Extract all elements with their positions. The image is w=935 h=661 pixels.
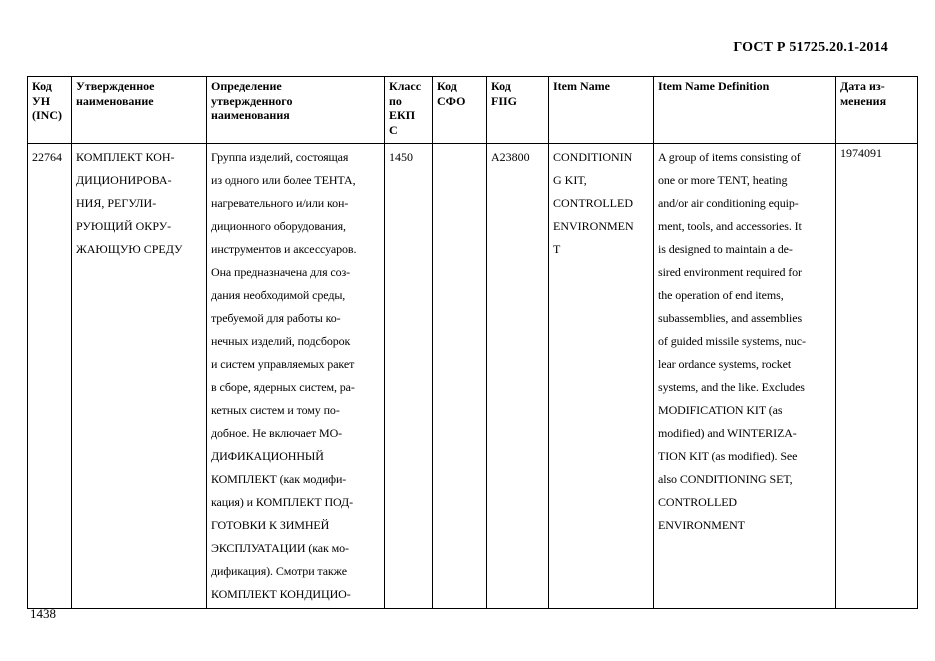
cell-fiig-code: A23800 [487, 144, 549, 609]
header-item-name-definition [654, 77, 836, 144]
text-line: наименования [211, 108, 290, 122]
text-line: дания необходимой среды, [211, 288, 346, 302]
header-inc-code [28, 77, 72, 144]
text-line: и систем управляемых ракет [211, 357, 355, 371]
text-line: TION KIT (as modified). See [658, 449, 798, 463]
cell-sfo-code [433, 144, 487, 609]
text-line: Код [32, 79, 52, 93]
text-line: наименование [76, 93, 154, 108]
text-line: and/or air conditioning equip- [658, 196, 799, 210]
text-line: MODIFICATION KIT (as [658, 403, 783, 417]
text-line: ДИФИКАЦИОННЫЙ [211, 449, 324, 463]
text-line: ment, tools, and accessories. It [658, 219, 802, 233]
text-line: Определение [211, 79, 282, 93]
cell-ekps-class: 1450 [385, 144, 433, 609]
text-line: ENVIRONMEN [553, 219, 634, 233]
text-line: нагревательного и/или кон- [211, 196, 349, 210]
text-line: в сборе, ядерных систем, ра- [211, 380, 355, 394]
text-line: инструментов и аксессуаров. [211, 242, 357, 256]
text-line: (INC) [32, 108, 62, 122]
text-line: Item Name [553, 79, 610, 93]
text-line: the operation of end items, [658, 288, 784, 302]
text-line: modified) and WINTERIZA- [658, 426, 797, 440]
text-line: УН [32, 93, 51, 108]
text-line: ЖАЮЩУЮ СРЕДУ [76, 242, 183, 256]
text-line: из одного или более ТЕНТА, [211, 173, 356, 187]
text-line: С [389, 122, 398, 137]
text-line: КОМПЛЕКТ КОН- [76, 150, 175, 164]
text-line: КОМПЛЕКТ (как модифи- [211, 472, 347, 486]
header-item-name [549, 77, 654, 144]
table-header-row [28, 77, 918, 144]
text-line: T [553, 242, 561, 256]
text-line: CONDITIONIN [553, 150, 633, 164]
text-line: СФО [437, 93, 466, 108]
header-approved-name [72, 77, 207, 144]
text-line: КОМПЛЕКТ КОНДИЦИО- [211, 587, 351, 601]
text-line: is designed to maintain a de- [658, 242, 793, 256]
text-line: CONTROLLED [658, 495, 737, 509]
text-line: lear ordance systems, rocket [658, 357, 792, 371]
cell-change-date: 1974091 [836, 144, 918, 609]
text-line: кетных систем и тому по- [211, 403, 340, 417]
text-line: Утвержденное [76, 79, 155, 93]
text-line: по [389, 93, 402, 108]
text-line: диционного оборудования, [211, 219, 346, 233]
text-line: дификация). Смотри также [211, 564, 347, 578]
text-line: утвержденного [211, 93, 293, 108]
text-line: добное. Не включает МО- [211, 426, 343, 440]
text-line: НИЯ, РЕГУЛИ- [76, 196, 157, 210]
document-standard-code: ГОСТ Р 51725.20.1-2014 [733, 40, 888, 55]
text-line: Код [437, 79, 457, 93]
text-line: CONTROLLED [553, 196, 633, 210]
text-line: subassemblies, and assemblies [658, 311, 803, 325]
cell-item-name-definition [654, 144, 836, 609]
text-line: Она предназначена для соз- [211, 265, 351, 279]
text-line: Item Name Definition [658, 79, 770, 93]
text-line: менения [840, 93, 887, 108]
text-line: кация) и КОМПЛЕКТ ПОД- [211, 495, 353, 509]
text-line: Класс [389, 79, 422, 93]
header-sfo-code [433, 77, 487, 144]
text-line: also CONDITIONING SET, [658, 472, 793, 486]
header-fiig-code [487, 77, 549, 144]
text-line: ЭКСПЛУАТАЦИИ (как мо- [211, 541, 349, 555]
cell-approved-name [72, 144, 207, 609]
page-number: 1438 [30, 606, 56, 621]
cell-item-name [549, 144, 654, 609]
header-ekps-class [385, 77, 433, 144]
text-line: ДИЦИОНИРОВА- [76, 173, 172, 187]
text-line: требуемой для работы ко- [211, 311, 341, 325]
table-row [28, 144, 918, 609]
text-line: G KIT, [553, 173, 587, 187]
text-line: нечных изделий, подсборок [211, 334, 351, 348]
item-name-table [27, 76, 918, 609]
text-line: of guided missile systems, nuc- [658, 334, 806, 348]
text-line: Дата из- [840, 79, 885, 93]
text-line: ENVIRONMENT [658, 518, 745, 532]
text-line: A group of items consisting of [658, 150, 801, 164]
text-line: systems, and the like. Excludes [658, 380, 805, 394]
text-line: Код [491, 79, 511, 93]
cell-definition-ru [207, 144, 385, 609]
text-line: sired environment required for [658, 265, 802, 279]
text-line: one or more TENT, heating [658, 173, 788, 187]
text-line: Группа изделий, состоящая [211, 150, 349, 164]
text-line: ГОТОВКИ К ЗИМНЕЙ [211, 518, 330, 532]
cell-inc-code: 22764 [28, 144, 72, 609]
header-change-date [836, 77, 918, 144]
text-line: ЕКП [389, 108, 416, 122]
text-line: FIIG [491, 93, 518, 108]
header-definition [207, 77, 385, 144]
text-line: РУЮЩИЙ ОКРУ- [76, 219, 172, 233]
